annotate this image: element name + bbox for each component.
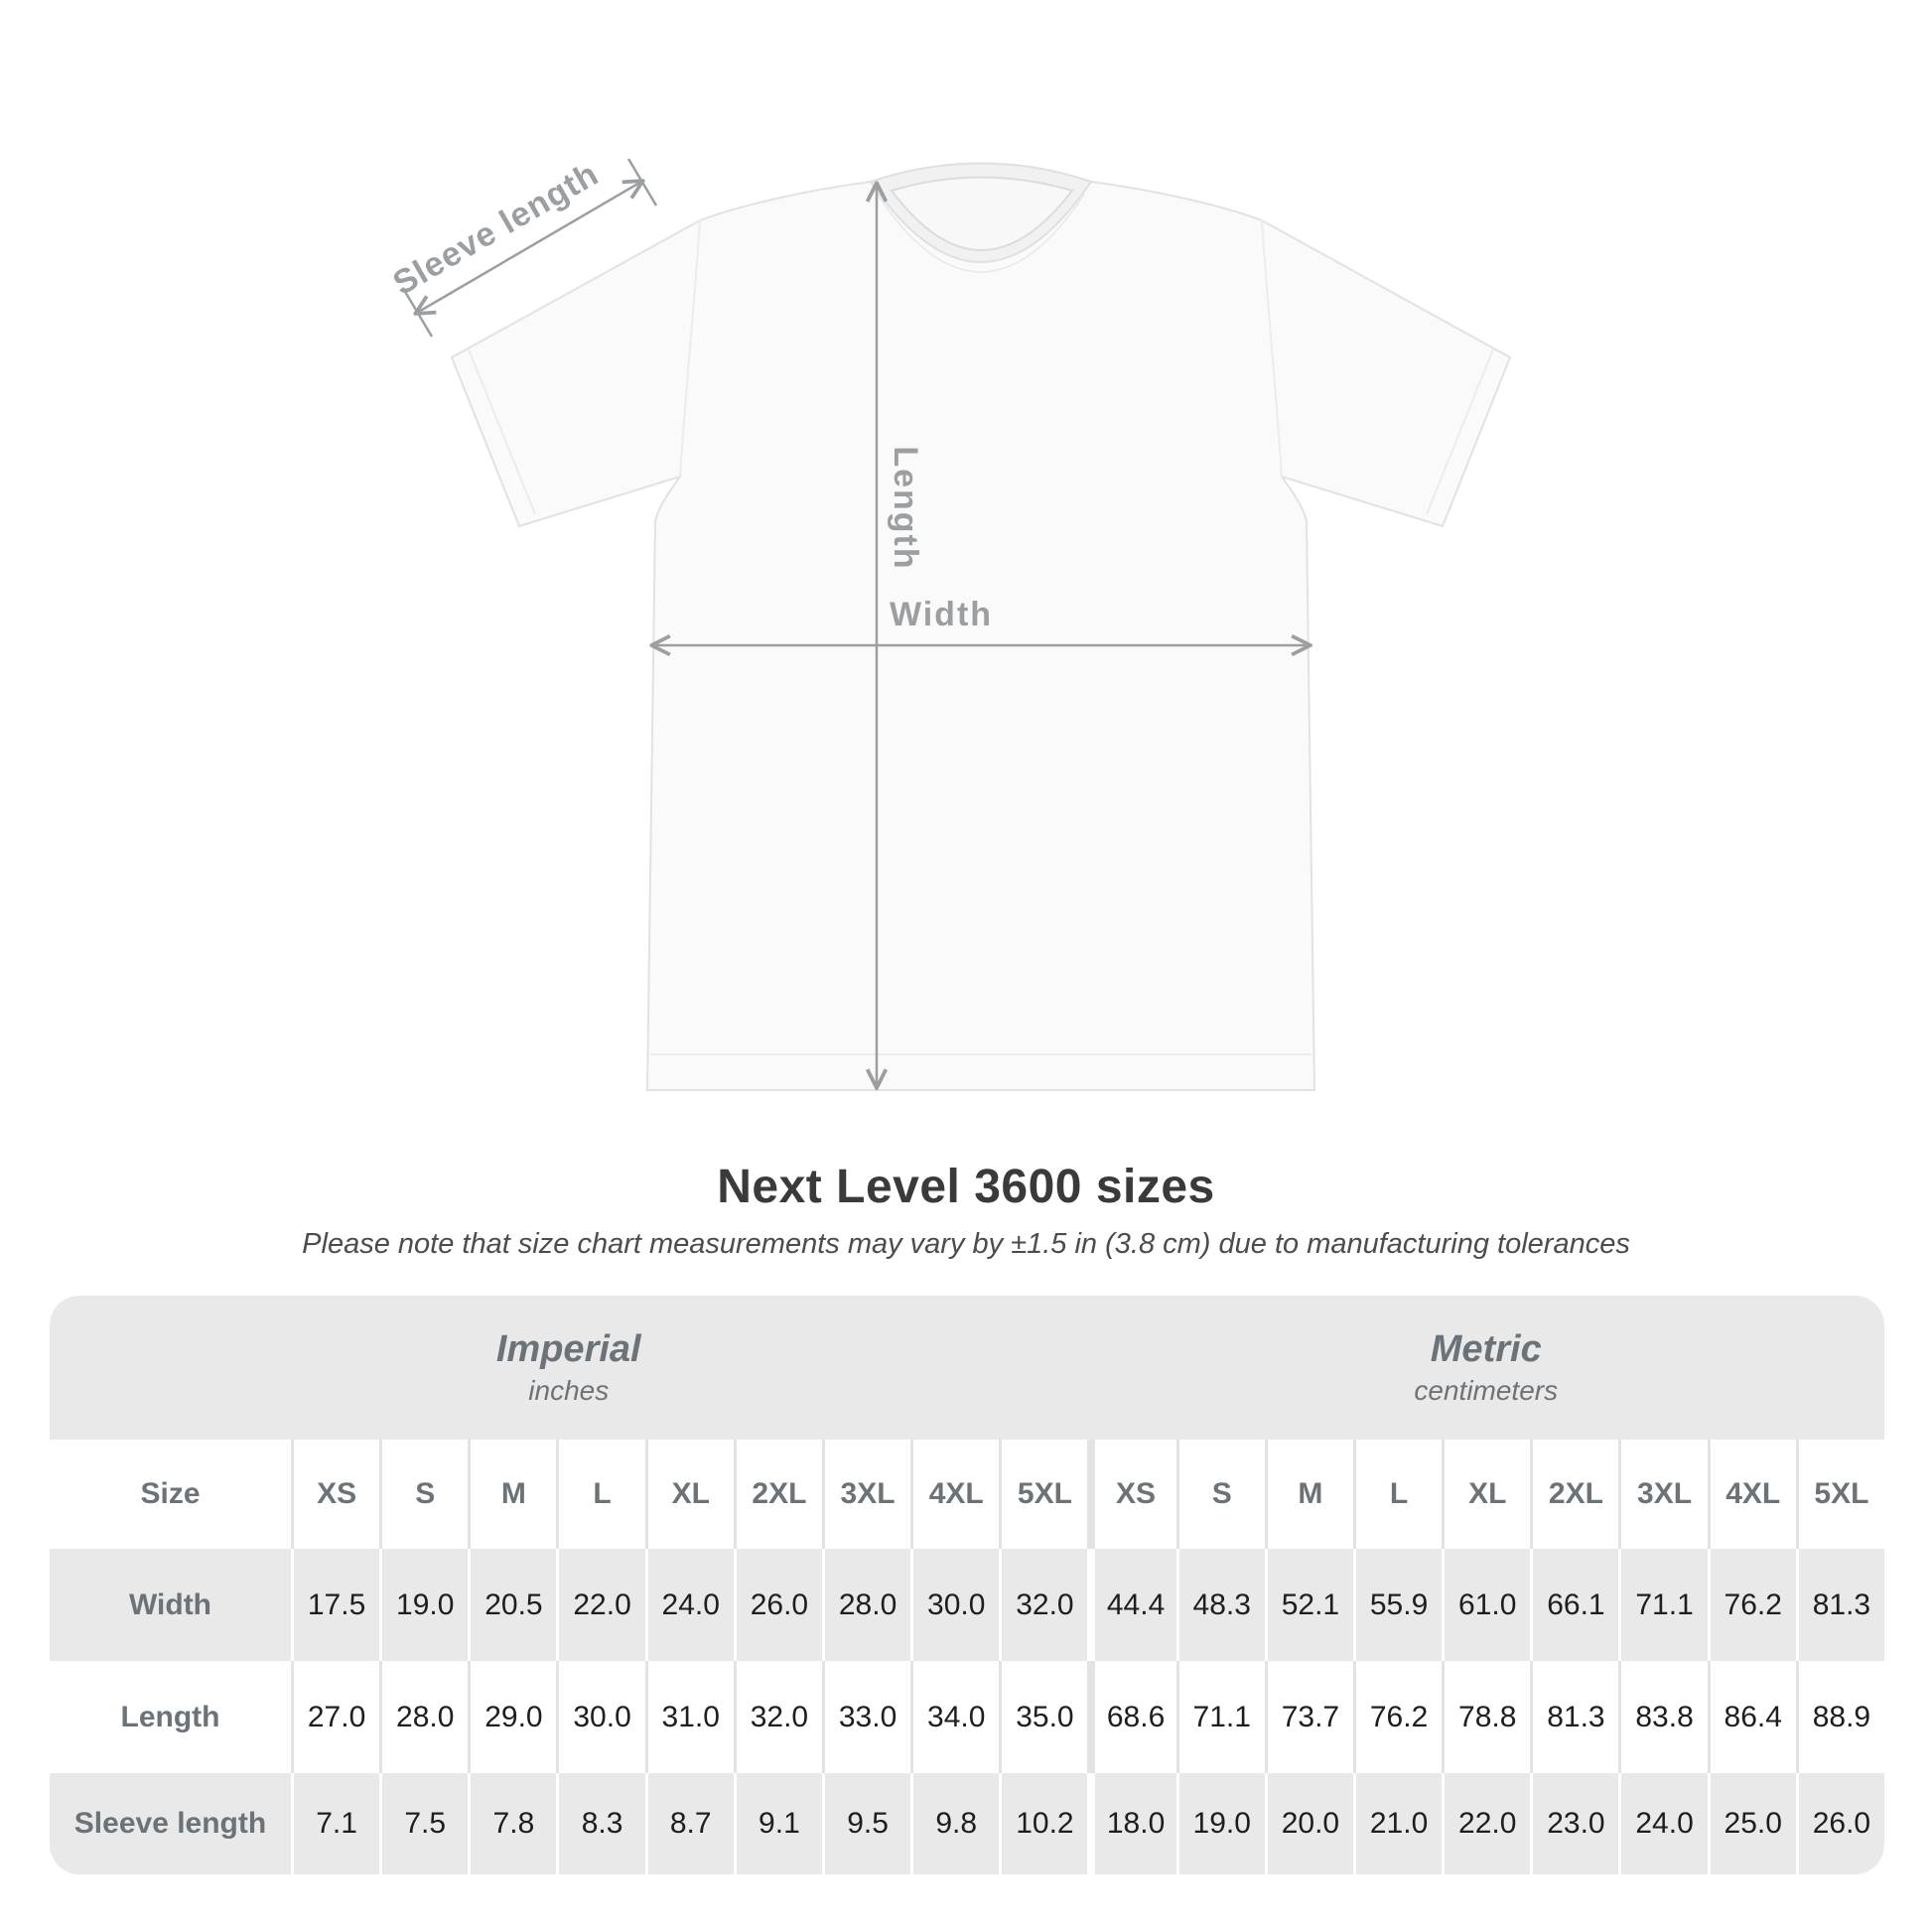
size-header-metric: 5XL <box>1796 1440 1884 1549</box>
tolerance-note: Please note that size chart measurements may vary by ±1.5 in (3.8 cm) due to manufacturing tolerances <box>302 1228 1630 1260</box>
metric-group-header <box>1088 1296 1885 1440</box>
value-cell-imperial: 20.5 <box>468 1549 556 1661</box>
size-chart-panel <box>50 1296 1884 1874</box>
value-cell-imperial: 17.5 <box>291 1549 379 1661</box>
value-cell-metric: 52.1 <box>1265 1549 1353 1661</box>
value-cell-metric: 73.7 <box>1265 1661 1353 1773</box>
width-label: Width <box>889 596 994 633</box>
value-cell-imperial: 26.0 <box>734 1549 822 1661</box>
row-label: Width <box>50 1549 291 1661</box>
value-cell-metric: 76.2 <box>1353 1661 1442 1773</box>
value-cell-imperial: 8.3 <box>556 1773 644 1874</box>
value-cell-imperial: 7.8 <box>468 1773 556 1874</box>
value-cell-metric: 18.0 <box>1087 1773 1175 1874</box>
value-cell-metric: 81.3 <box>1796 1549 1884 1661</box>
metric-group-name: Metric <box>1430 1327 1542 1370</box>
value-cell-metric: 71.1 <box>1176 1661 1265 1773</box>
value-cell-metric: 48.3 <box>1176 1549 1265 1661</box>
size-header-imperial: M <box>468 1440 556 1549</box>
value-cell-metric: 86.4 <box>1708 1661 1796 1773</box>
value-cell-metric: 76.2 <box>1708 1549 1796 1661</box>
value-cell-imperial: 24.0 <box>645 1549 734 1661</box>
size-header-imperial: 3XL <box>822 1440 910 1549</box>
value-cell-imperial: 22.0 <box>556 1549 644 1661</box>
size-header-metric: S <box>1176 1440 1265 1549</box>
value-cell-metric: 24.0 <box>1618 1773 1707 1874</box>
value-cell-metric: 20.0 <box>1265 1773 1353 1874</box>
length-label: Length <box>887 446 924 571</box>
imperial-group-unit: inches <box>528 1375 610 1407</box>
value-cell-imperial: 33.0 <box>822 1661 910 1773</box>
size-table-grid <box>50 1440 1884 1874</box>
value-cell-metric: 25.0 <box>1708 1773 1796 1874</box>
size-header-metric: L <box>1353 1440 1442 1549</box>
value-cell-imperial: 30.0 <box>910 1549 999 1661</box>
sleeve-length-label: Sleeve length <box>386 154 606 303</box>
value-cell-metric: 22.0 <box>1442 1773 1530 1874</box>
size-column-header: Size <box>50 1440 291 1549</box>
value-cell-metric: 44.4 <box>1087 1549 1175 1661</box>
value-cell-imperial: 9.5 <box>822 1773 910 1874</box>
imperial-group-header <box>50 1296 1088 1440</box>
size-header-imperial: XL <box>645 1440 734 1549</box>
size-header-imperial: 4XL <box>910 1440 999 1549</box>
value-cell-metric: 83.8 <box>1618 1661 1707 1773</box>
value-cell-metric: 66.1 <box>1530 1549 1618 1661</box>
size-header-metric: 3XL <box>1618 1440 1707 1549</box>
page-title: Next Level 3600 sizes <box>717 1161 1215 1213</box>
imperial-group-name: Imperial <box>495 1327 641 1370</box>
size-header-imperial: S <box>379 1440 468 1549</box>
value-cell-imperial: 28.0 <box>379 1661 468 1773</box>
value-cell-metric: 23.0 <box>1530 1773 1618 1874</box>
value-cell-metric: 88.9 <box>1796 1661 1884 1773</box>
size-header-imperial: XS <box>291 1440 379 1549</box>
value-cell-metric: 71.1 <box>1618 1549 1707 1661</box>
size-header-imperial: 2XL <box>734 1440 822 1549</box>
size-header-metric: XL <box>1442 1440 1530 1549</box>
row-label: Sleeve length <box>50 1773 291 1874</box>
metric-group-unit: centimeters <box>1414 1375 1559 1407</box>
value-cell-imperial: 27.0 <box>291 1661 379 1773</box>
value-cell-metric: 19.0 <box>1176 1773 1265 1874</box>
value-cell-metric: 78.8 <box>1442 1661 1530 1773</box>
value-cell-imperial: 34.0 <box>910 1661 999 1773</box>
size-header-metric: 4XL <box>1708 1440 1796 1549</box>
value-cell-imperial: 7.1 <box>291 1773 379 1874</box>
size-header-metric: XS <box>1087 1440 1175 1549</box>
size-header-imperial: L <box>556 1440 644 1549</box>
value-cell-imperial: 28.0 <box>822 1549 910 1661</box>
size-header-metric: 2XL <box>1530 1440 1618 1549</box>
value-cell-imperial: 29.0 <box>468 1661 556 1773</box>
value-cell-imperial: 8.7 <box>645 1773 734 1874</box>
value-cell-imperial: 32.0 <box>999 1549 1087 1661</box>
unit-group-header <box>50 1296 1884 1440</box>
size-header-metric: M <box>1265 1440 1353 1549</box>
value-cell-imperial: 32.0 <box>734 1661 822 1773</box>
value-cell-imperial: 19.0 <box>379 1549 468 1661</box>
value-cell-imperial: 10.2 <box>999 1773 1087 1874</box>
value-cell-imperial: 31.0 <box>645 1661 734 1773</box>
value-cell-metric: 68.6 <box>1087 1661 1175 1773</box>
row-label: Length <box>50 1661 291 1773</box>
value-cell-metric: 55.9 <box>1353 1549 1442 1661</box>
size-header-imperial: 5XL <box>999 1440 1087 1549</box>
value-cell-imperial: 9.1 <box>734 1773 822 1874</box>
value-cell-imperial: 7.5 <box>379 1773 468 1874</box>
value-cell-metric: 81.3 <box>1530 1661 1618 1773</box>
value-cell-metric: 26.0 <box>1796 1773 1884 1874</box>
value-cell-imperial: 35.0 <box>999 1661 1087 1773</box>
value-cell-metric: 21.0 <box>1353 1773 1442 1874</box>
value-cell-imperial: 30.0 <box>556 1661 644 1773</box>
value-cell-metric: 61.0 <box>1442 1549 1530 1661</box>
value-cell-imperial: 9.8 <box>910 1773 999 1874</box>
